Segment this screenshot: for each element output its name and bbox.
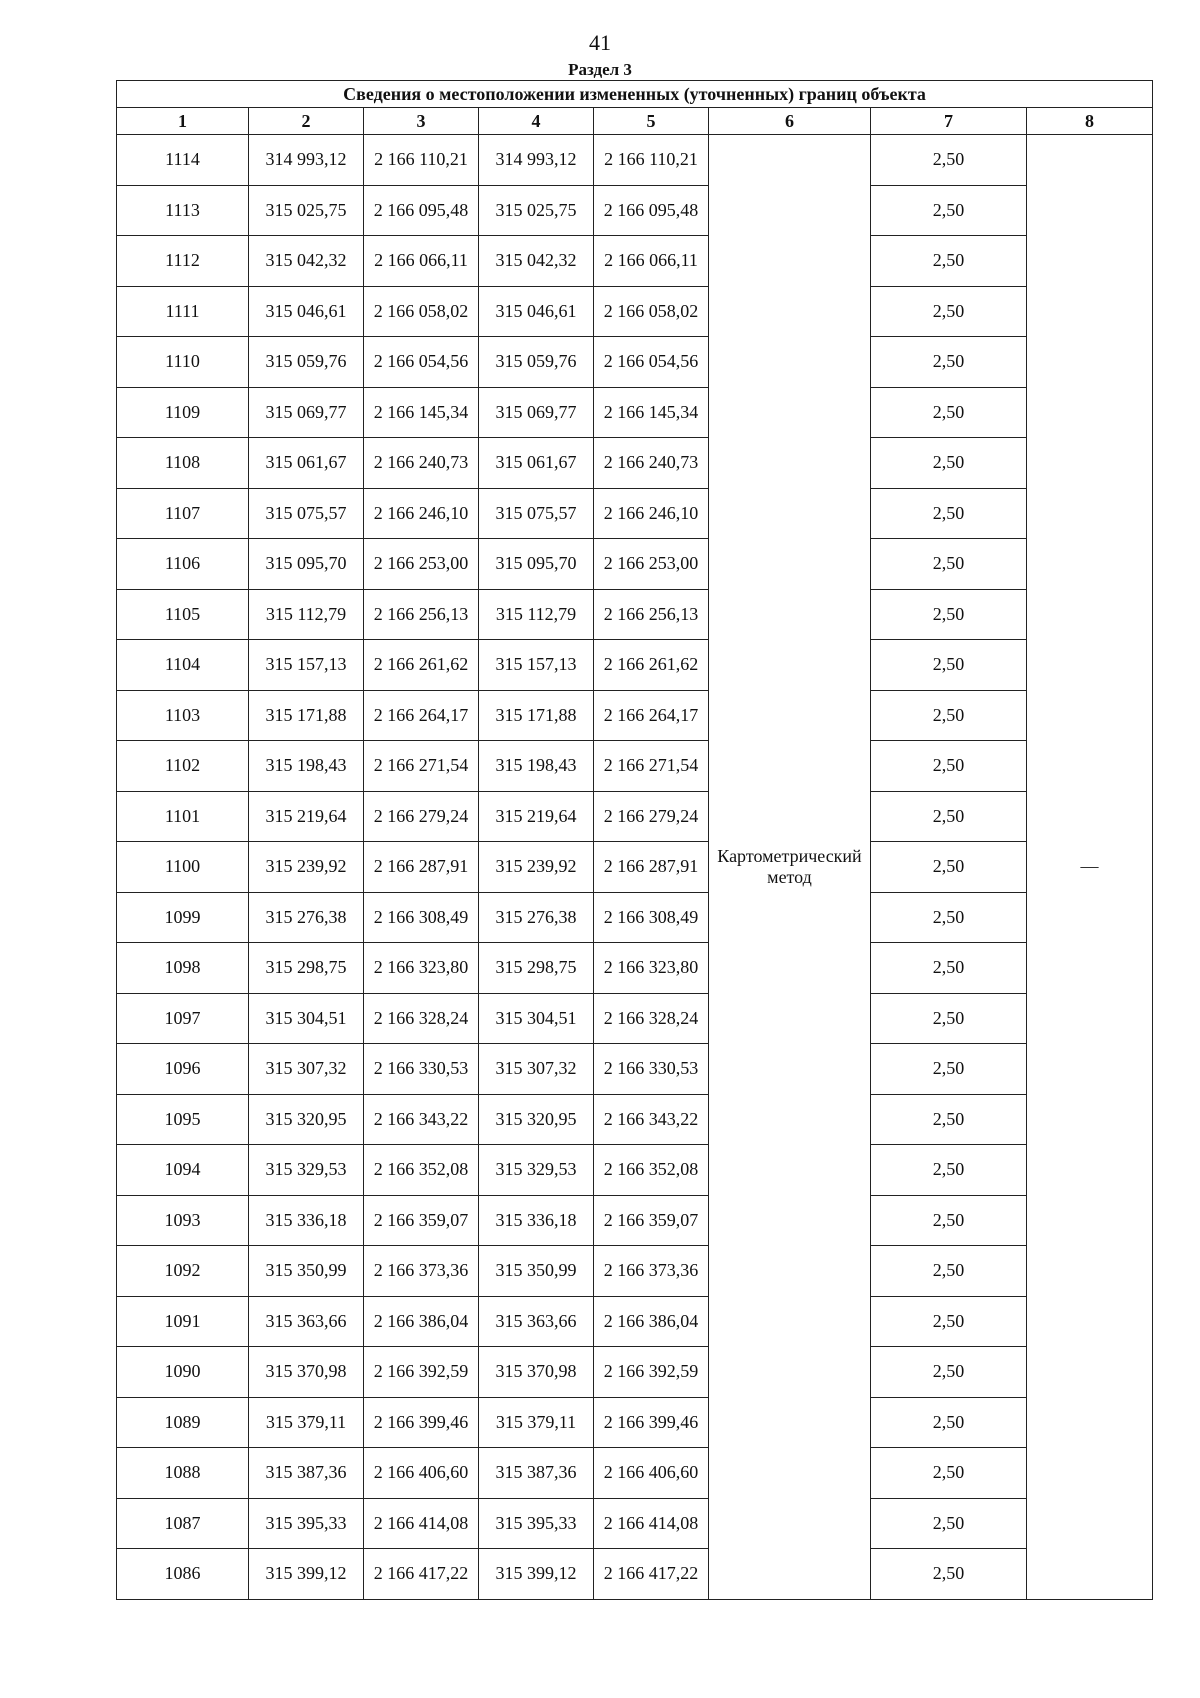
column-number-3: 3: [364, 108, 479, 135]
y-existing-cell: 2 166 256,13: [364, 589, 479, 640]
y-new-cell: 2 166 359,07: [594, 1195, 709, 1246]
x-new-cell: 315 025,75: [479, 185, 594, 236]
point-number-cell: 1101: [117, 791, 249, 842]
point-number-cell: 1097: [117, 993, 249, 1044]
y-existing-cell: 2 166 386,04: [364, 1296, 479, 1347]
table-row: [117, 236, 1153, 287]
column-number-8: 8: [1027, 108, 1153, 135]
y-existing-cell: 2 166 328,24: [364, 993, 479, 1044]
y-existing-cell: 2 166 110,21: [364, 135, 479, 186]
y-existing-cell: 2 166 359,07: [364, 1195, 479, 1246]
method-cell: Картометрический метод: [709, 135, 871, 1600]
x-new-cell: 315 363,66: [479, 1296, 594, 1347]
column-number-6: 6: [709, 108, 871, 135]
y-new-cell: 2 166 095,48: [594, 185, 709, 236]
table-row: [117, 135, 1153, 186]
accuracy-cell: 2,50: [871, 286, 1027, 337]
accuracy-cell: 2,50: [871, 993, 1027, 1044]
table-row: [117, 690, 1153, 741]
x-new-cell: 315 198,43: [479, 741, 594, 792]
point-number-cell: 1086: [117, 1549, 249, 1600]
point-number-cell: 1103: [117, 690, 249, 741]
y-existing-cell: 2 166 066,11: [364, 236, 479, 287]
table-row: [117, 286, 1153, 337]
x-existing-cell: 315 329,53: [249, 1145, 364, 1196]
table-row: [117, 993, 1153, 1044]
table-row: [117, 640, 1153, 691]
x-new-cell: 315 239,92: [479, 842, 594, 893]
y-existing-cell: 2 166 271,54: [364, 741, 479, 792]
x-existing-cell: 315 069,77: [249, 387, 364, 438]
column-number-4: 4: [479, 108, 594, 135]
accuracy-cell: 2,50: [871, 337, 1027, 388]
x-new-cell: 315 379,11: [479, 1397, 594, 1448]
x-existing-cell: 315 379,11: [249, 1397, 364, 1448]
y-new-cell: 2 166 406,60: [594, 1448, 709, 1499]
accuracy-cell: 2,50: [871, 438, 1027, 489]
y-new-cell: 2 166 373,36: [594, 1246, 709, 1297]
x-new-cell: 315 157,13: [479, 640, 594, 691]
y-new-cell: 2 166 386,04: [594, 1296, 709, 1347]
x-new-cell: 315 395,33: [479, 1498, 594, 1549]
x-new-cell: 315 329,53: [479, 1145, 594, 1196]
x-existing-cell: 314 993,12: [249, 135, 364, 186]
x-new-cell: 315 276,38: [479, 892, 594, 943]
table-row: [117, 539, 1153, 590]
accuracy-cell: 2,50: [871, 640, 1027, 691]
y-new-cell: 2 166 253,00: [594, 539, 709, 590]
y-new-cell: 2 166 399,46: [594, 1397, 709, 1448]
column-number-2: 2: [249, 108, 364, 135]
y-existing-cell: 2 166 414,08: [364, 1498, 479, 1549]
x-new-cell: 315 350,99: [479, 1246, 594, 1297]
accuracy-cell: 2,50: [871, 791, 1027, 842]
accuracy-cell: 2,50: [871, 1145, 1027, 1196]
x-new-cell: 314 993,12: [479, 135, 594, 186]
x-new-cell: 315 304,51: [479, 993, 594, 1044]
accuracy-cell: 2,50: [871, 943, 1027, 994]
table-row: [117, 1347, 1153, 1398]
point-number-cell: 1111: [117, 286, 249, 337]
x-existing-cell: 315 276,38: [249, 892, 364, 943]
x-existing-cell: 315 219,64: [249, 791, 364, 842]
x-new-cell: 315 320,95: [479, 1094, 594, 1145]
table-caption: Сведения о местоположении измененных (уточненных) границ объекта: [117, 81, 1153, 108]
y-new-cell: 2 166 330,53: [594, 1044, 709, 1095]
point-number-cell: 1096: [117, 1044, 249, 1095]
table-row: [117, 943, 1153, 994]
x-existing-cell: 315 042,32: [249, 236, 364, 287]
accuracy-cell: 2,50: [871, 488, 1027, 539]
y-existing-cell: 2 166 352,08: [364, 1145, 479, 1196]
point-number-cell: 1102: [117, 741, 249, 792]
y-new-cell: 2 166 417,22: [594, 1549, 709, 1600]
y-new-cell: 2 166 054,56: [594, 337, 709, 388]
point-number-cell: 1095: [117, 1094, 249, 1145]
table-row: [117, 1195, 1153, 1246]
y-existing-cell: 2 166 343,22: [364, 1094, 479, 1145]
accuracy-cell: 2,50: [871, 690, 1027, 741]
y-existing-cell: 2 166 264,17: [364, 690, 479, 741]
y-existing-cell: 2 166 399,46: [364, 1397, 479, 1448]
y-existing-cell: 2 166 240,73: [364, 438, 479, 489]
y-existing-cell: 2 166 287,91: [364, 842, 479, 893]
y-new-cell: 2 166 066,11: [594, 236, 709, 287]
y-existing-cell: 2 166 373,36: [364, 1246, 479, 1297]
x-existing-cell: 315 298,75: [249, 943, 364, 994]
x-existing-cell: 315 395,33: [249, 1498, 364, 1549]
table-row: [117, 1448, 1153, 1499]
x-existing-cell: 315 061,67: [249, 438, 364, 489]
point-number-cell: 1089: [117, 1397, 249, 1448]
point-number-cell: 1106: [117, 539, 249, 590]
y-new-cell: 2 166 261,62: [594, 640, 709, 691]
accuracy-cell: 2,50: [871, 236, 1027, 287]
y-new-cell: 2 166 145,34: [594, 387, 709, 438]
table-row: [117, 1397, 1153, 1448]
x-existing-cell: 315 059,76: [249, 337, 364, 388]
table-row: [117, 1498, 1153, 1549]
x-existing-cell: 315 336,18: [249, 1195, 364, 1246]
point-number-cell: 1092: [117, 1246, 249, 1297]
table-row: [117, 1296, 1153, 1347]
y-new-cell: 2 166 264,17: [594, 690, 709, 741]
column-number-5: 5: [594, 108, 709, 135]
y-existing-cell: 2 166 308,49: [364, 892, 479, 943]
x-new-cell: 315 298,75: [479, 943, 594, 994]
table-row: [117, 1246, 1153, 1297]
accuracy-cell: 2,50: [871, 1448, 1027, 1499]
accuracy-cell: 2,50: [871, 741, 1027, 792]
y-new-cell: 2 166 246,10: [594, 488, 709, 539]
table-row: [117, 892, 1153, 943]
point-number-cell: 1109: [117, 387, 249, 438]
accuracy-cell: 2,50: [871, 1498, 1027, 1549]
y-existing-cell: 2 166 095,48: [364, 185, 479, 236]
table-row: [117, 589, 1153, 640]
accuracy-cell: 2,50: [871, 842, 1027, 893]
y-new-cell: 2 166 256,13: [594, 589, 709, 640]
x-new-cell: 315 370,98: [479, 1347, 594, 1398]
accuracy-cell: 2,50: [871, 1246, 1027, 1297]
x-new-cell: 315 059,76: [479, 337, 594, 388]
y-existing-cell: 2 166 261,62: [364, 640, 479, 691]
table-row: [117, 337, 1153, 388]
x-existing-cell: 315 239,92: [249, 842, 364, 893]
y-new-cell: 2 166 287,91: [594, 842, 709, 893]
accuracy-cell: 2,50: [871, 1549, 1027, 1600]
x-existing-cell: 315 304,51: [249, 993, 364, 1044]
table-row: [117, 1549, 1153, 1600]
table-row: [117, 1044, 1153, 1095]
x-existing-cell: 315 046,61: [249, 286, 364, 337]
x-new-cell: 315 042,32: [479, 236, 594, 287]
accuracy-cell: 2,50: [871, 892, 1027, 943]
x-new-cell: 315 069,77: [479, 387, 594, 438]
x-new-cell: 315 307,32: [479, 1044, 594, 1095]
y-new-cell: 2 166 343,22: [594, 1094, 709, 1145]
point-number-cell: 1108: [117, 438, 249, 489]
y-existing-cell: 2 166 330,53: [364, 1044, 479, 1095]
y-existing-cell: 2 166 246,10: [364, 488, 479, 539]
x-new-cell: 315 112,79: [479, 589, 594, 640]
note-cell: —: [1027, 135, 1153, 1600]
y-new-cell: 2 166 058,02: [594, 286, 709, 337]
y-new-cell: 2 166 323,80: [594, 943, 709, 994]
x-new-cell: 315 095,70: [479, 539, 594, 590]
boundary-coordinates-table: [116, 80, 1153, 1600]
point-number-cell: 1094: [117, 1145, 249, 1196]
accuracy-cell: 2,50: [871, 1094, 1027, 1145]
x-existing-cell: 315 075,57: [249, 488, 364, 539]
y-new-cell: 2 166 279,24: [594, 791, 709, 842]
y-existing-cell: 2 166 406,60: [364, 1448, 479, 1499]
x-new-cell: 315 219,64: [479, 791, 594, 842]
y-new-cell: 2 166 240,73: [594, 438, 709, 489]
y-existing-cell: 2 166 417,22: [364, 1549, 479, 1600]
accuracy-cell: 2,50: [871, 1044, 1027, 1095]
y-existing-cell: 2 166 279,24: [364, 791, 479, 842]
point-number-cell: 1088: [117, 1448, 249, 1499]
accuracy-cell: 2,50: [871, 1296, 1027, 1347]
x-existing-cell: 315 157,13: [249, 640, 364, 691]
x-existing-cell: 315 399,12: [249, 1549, 364, 1600]
accuracy-cell: 2,50: [871, 1195, 1027, 1246]
table-row: [117, 387, 1153, 438]
y-existing-cell: 2 166 392,59: [364, 1347, 479, 1398]
table-row: [117, 1145, 1153, 1196]
point-number-cell: 1090: [117, 1347, 249, 1398]
y-existing-cell: 2 166 323,80: [364, 943, 479, 994]
x-existing-cell: 315 370,98: [249, 1347, 364, 1398]
x-existing-cell: 315 025,75: [249, 185, 364, 236]
table-row: [117, 842, 1153, 893]
column-number-1: 1: [117, 108, 249, 135]
section-title: Раздел 3: [568, 60, 632, 79]
accuracy-cell: 2,50: [871, 1397, 1027, 1448]
y-existing-cell: 2 166 054,56: [364, 337, 479, 388]
point-number-cell: 1107: [117, 488, 249, 539]
x-new-cell: 315 075,57: [479, 488, 594, 539]
y-new-cell: 2 166 414,08: [594, 1498, 709, 1549]
x-existing-cell: 315 387,36: [249, 1448, 364, 1499]
point-number-cell: 1112: [117, 236, 249, 287]
x-new-cell: 315 171,88: [479, 690, 594, 741]
y-existing-cell: 2 166 145,34: [364, 387, 479, 438]
x-existing-cell: 315 171,88: [249, 690, 364, 741]
x-existing-cell: 315 363,66: [249, 1296, 364, 1347]
point-number-cell: 1087: [117, 1498, 249, 1549]
x-existing-cell: 315 307,32: [249, 1044, 364, 1095]
accuracy-cell: 2,50: [871, 539, 1027, 590]
table-row: [117, 185, 1153, 236]
x-existing-cell: 315 198,43: [249, 741, 364, 792]
x-new-cell: 315 387,36: [479, 1448, 594, 1499]
table-row: [117, 741, 1153, 792]
y-existing-cell: 2 166 253,00: [364, 539, 479, 590]
column-number-7: 7: [871, 108, 1027, 135]
x-existing-cell: 315 350,99: [249, 1246, 364, 1297]
y-new-cell: 2 166 328,24: [594, 993, 709, 1044]
table-row: [117, 438, 1153, 489]
x-new-cell: 315 061,67: [479, 438, 594, 489]
x-new-cell: 315 046,61: [479, 286, 594, 337]
point-number-cell: 1110: [117, 337, 249, 388]
page-number: 41: [589, 30, 611, 55]
table-row: [117, 791, 1153, 842]
accuracy-cell: 2,50: [871, 589, 1027, 640]
y-new-cell: 2 166 271,54: [594, 741, 709, 792]
table-row: [117, 488, 1153, 539]
point-number-cell: 1114: [117, 135, 249, 186]
point-number-cell: 1105: [117, 589, 249, 640]
x-new-cell: 315 399,12: [479, 1549, 594, 1600]
x-new-cell: 315 336,18: [479, 1195, 594, 1246]
column-number-row: [117, 108, 1153, 135]
accuracy-cell: 2,50: [871, 387, 1027, 438]
x-existing-cell: 315 320,95: [249, 1094, 364, 1145]
x-existing-cell: 315 112,79: [249, 589, 364, 640]
accuracy-cell: 2,50: [871, 1347, 1027, 1398]
point-number-cell: 1104: [117, 640, 249, 691]
y-new-cell: 2 166 308,49: [594, 892, 709, 943]
point-number-cell: 1099: [117, 892, 249, 943]
point-number-cell: 1093: [117, 1195, 249, 1246]
table-row: [117, 1094, 1153, 1145]
accuracy-cell: 2,50: [871, 185, 1027, 236]
point-number-cell: 1091: [117, 1296, 249, 1347]
y-existing-cell: 2 166 058,02: [364, 286, 479, 337]
accuracy-cell: 2,50: [871, 135, 1027, 186]
table-body: [117, 135, 1153, 1600]
point-number-cell: 1100: [117, 842, 249, 893]
y-new-cell: 2 166 392,59: [594, 1347, 709, 1398]
y-new-cell: 2 166 352,08: [594, 1145, 709, 1196]
x-existing-cell: 315 095,70: [249, 539, 364, 590]
y-new-cell: 2 166 110,21: [594, 135, 709, 186]
point-number-cell: 1098: [117, 943, 249, 994]
point-number-cell: 1113: [117, 185, 249, 236]
